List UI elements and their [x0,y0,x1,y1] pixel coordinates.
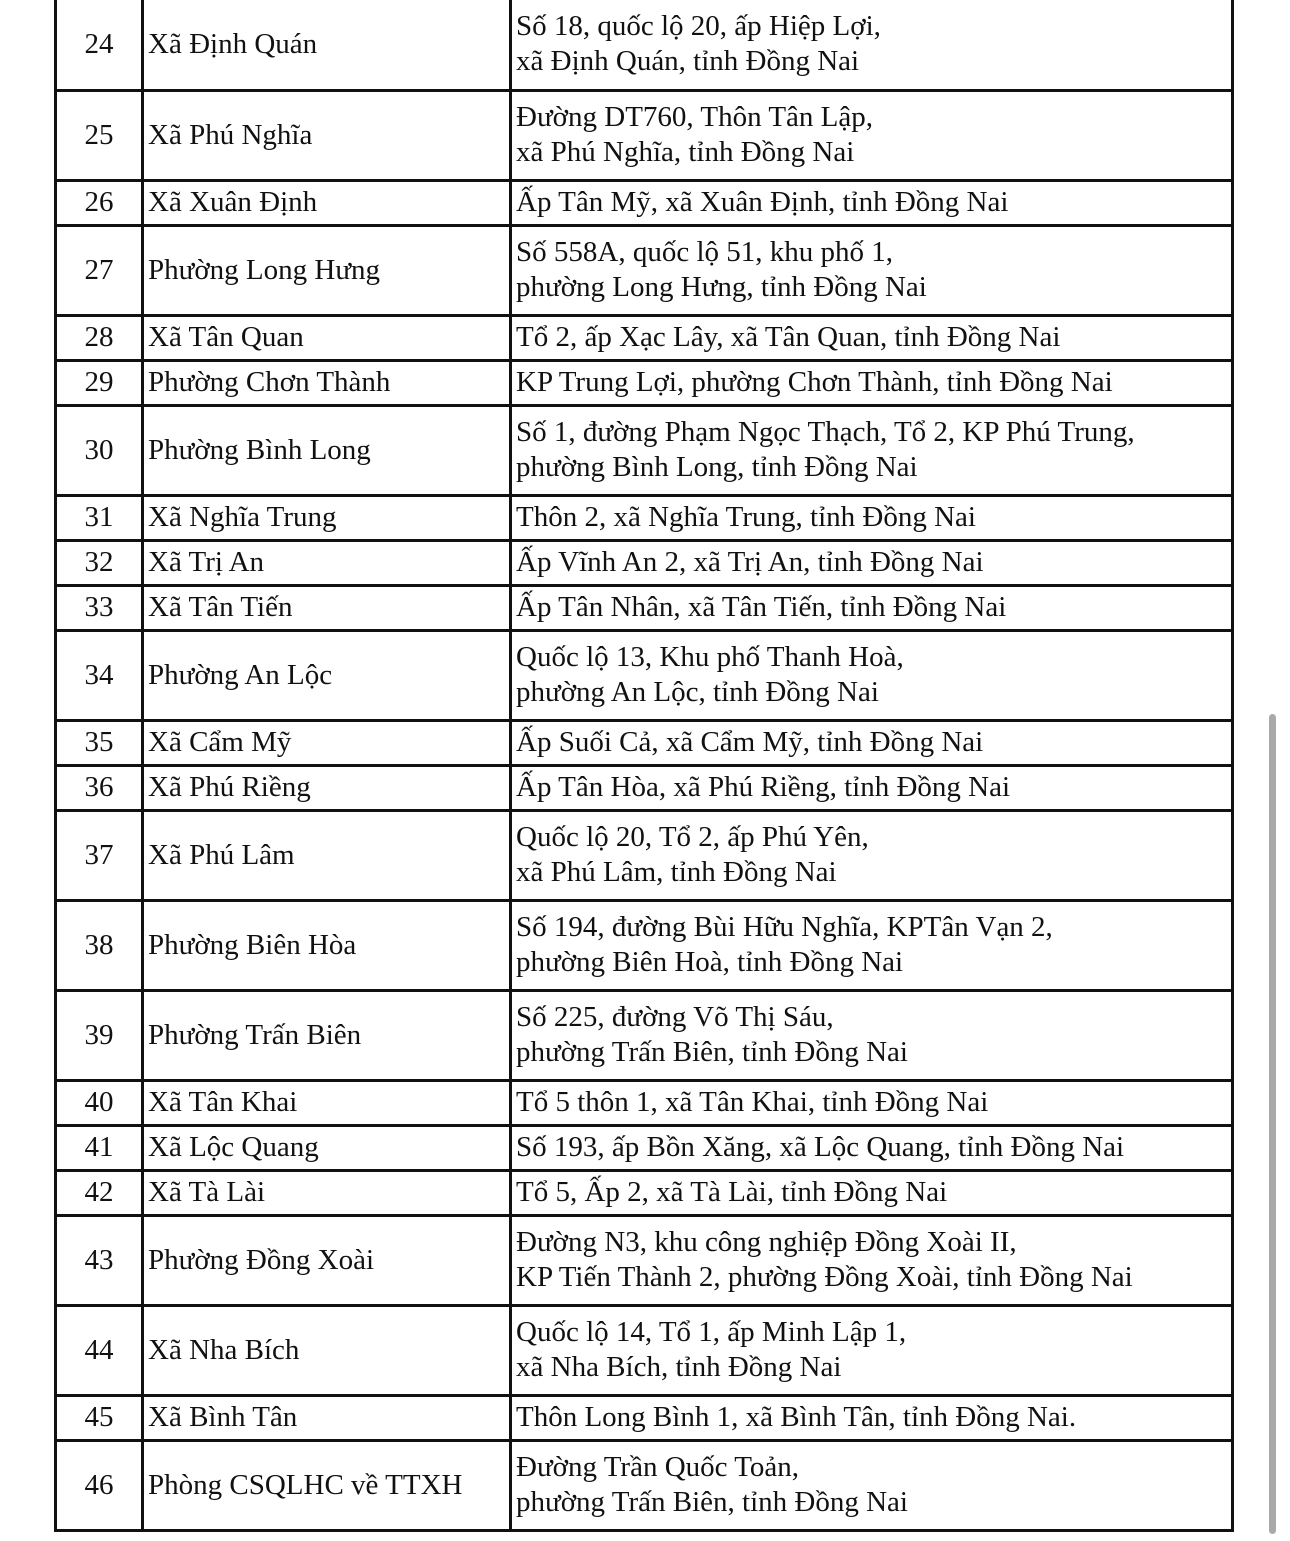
row-number: 33 [56,585,143,630]
unit-name: Phường Bình Long [143,405,511,495]
table-row [56,180,1233,225]
unit-address [511,315,1233,360]
table-row [56,1395,1233,1440]
unit-address [511,360,1233,405]
row-number: 25 [56,90,143,180]
address-line: phường Long Hưng, tỉnh Đồng Nai [516,271,927,303]
unit-name: Phường Long Hưng [143,225,511,315]
address-line: Quốc lộ 13, Khu phố Thanh Hoà, [516,641,904,673]
address-table [54,0,1234,1532]
address-line: Số 194, đường Bùi Hữu Nghĩa, KPTân Vạn 2, [516,911,1053,943]
unit-name: Xã Tân Tiến [143,585,511,630]
unit-address [511,1170,1233,1215]
row-number: 28 [56,315,143,360]
table-row [56,990,1233,1080]
unit-address [511,720,1233,765]
row-number: 41 [56,1125,143,1170]
unit-address [511,495,1233,540]
table-row [56,540,1233,585]
address-line: xã Phú Lâm, tỉnh Đồng Nai [516,856,837,888]
unit-address [511,180,1233,225]
unit-name: Xã Phú Riềng [143,765,511,810]
unit-name: Xã Nha Bích [143,1305,511,1395]
row-number: 26 [56,180,143,225]
address-line: Ấp Tân Hòa, xã Phú Riềng, tỉnh Đồng Nai [516,771,1011,803]
address-line: Số 558A, quốc lộ 51, khu phố 1, [516,236,893,268]
row-number: 36 [56,765,143,810]
table-row [56,225,1233,315]
vertical-scrollbar[interactable] [1269,714,1276,1534]
unit-address [511,225,1233,315]
unit-address [511,1080,1233,1125]
unit-name: Xã Lộc Quang [143,1125,511,1170]
row-number: 31 [56,495,143,540]
unit-name: Xã Phú Lâm [143,810,511,900]
unit-name: Xã Bình Tân [143,1395,511,1440]
unit-name: Phường Biên Hòa [143,900,511,990]
address-line: Tổ 5 thôn 1, xã Tân Khai, tỉnh Đồng Nai [516,1086,989,1118]
table-row [56,900,1233,990]
unit-name: Phường Trấn Biên [143,990,511,1080]
row-number: 24 [56,0,143,90]
unit-name: Phường An Lộc [143,630,511,720]
table-row [56,315,1233,360]
row-number: 45 [56,1395,143,1440]
address-line: xã Phú Nghĩa, tỉnh Đồng Nai [516,136,855,168]
unit-name: Xã Xuân Định [143,180,511,225]
unit-address [511,405,1233,495]
unit-address [511,765,1233,810]
unit-name: Xã Cẩm Mỹ [143,720,511,765]
table-row [56,1170,1233,1215]
row-number: 46 [56,1440,143,1530]
table-row [56,1125,1233,1170]
table-row [56,1215,1233,1305]
unit-address [511,1305,1233,1395]
unit-address [511,1125,1233,1170]
address-line: Tổ 2, ấp Xạc Lây, xã Tân Quan, tỉnh Đồng Nai [516,321,1061,353]
unit-address [511,0,1233,90]
address-line: Số 18, quốc lộ 20, ấp Hiệp Lợi, [516,10,881,43]
address-line: KP Tiến Thành 2, phường Đồng Xoài, tỉnh Đồng Nai [516,1261,1133,1293]
unit-name: Xã Tân Quan [143,315,511,360]
address-line: xã Nha Bích, tỉnh Đồng Nai [516,1351,842,1383]
address-line: Đường Trần Quốc Toản, [516,1451,800,1483]
row-number: 35 [56,720,143,765]
row-number: 29 [56,360,143,405]
table-row [56,495,1233,540]
row-number: 30 [56,405,143,495]
table-row [56,630,1233,720]
address-line: phường Trấn Biên, tỉnh Đồng Nai [516,1036,908,1068]
table-row [56,0,1233,90]
unit-address [511,810,1233,900]
table-row [56,405,1233,495]
address-line: Ấp Tân Mỹ, xã Xuân Định, tỉnh Đồng Nai [516,186,1009,218]
table-row [56,585,1233,630]
address-line: xã Định Quán, tỉnh Đồng Nai [516,45,860,78]
unit-address [511,585,1233,630]
unit-address [511,1440,1233,1530]
unit-name: Xã Định Quán [143,0,511,90]
row-number: 37 [56,810,143,900]
row-number: 27 [56,225,143,315]
row-number: 32 [56,540,143,585]
unit-address [511,90,1233,180]
address-line: Số 1, đường Phạm Ngọc Thạch, Tổ 2, KP Phú Trung, [516,416,1135,448]
row-number: 42 [56,1170,143,1215]
unit-address [511,900,1233,990]
table-row [56,1440,1233,1530]
address-line: Tổ 5, Ấp 2, xã Tà Lài, tỉnh Đồng Nai [516,1176,948,1208]
row-number: 39 [56,990,143,1080]
unit-name: Xã Tà Lài [143,1170,511,1215]
address-line: Quốc lộ 20, Tổ 2, ấp Phú Yên, [516,821,869,853]
unit-name: Xã Nghĩa Trung [143,495,511,540]
address-line: Thôn Long Bình 1, xã Bình Tân, tỉnh Đồng Nai. [516,1401,1077,1433]
unit-name: Phường Chơn Thành [143,360,511,405]
unit-name: Phường Đồng Xoài [143,1215,511,1305]
table-row [56,765,1233,810]
address-line: Ấp Vĩnh An 2, xã Trị An, tỉnh Đồng Nai [516,546,984,578]
address-line: Đường DT760, Thôn Tân Lập, [516,101,873,133]
unit-name: Xã Trị An [143,540,511,585]
address-table-body [56,0,1233,1530]
table-row [56,90,1233,180]
row-number: 44 [56,1305,143,1395]
unit-address [511,1395,1233,1440]
unit-name: Phòng CSQLHC về TTXH [143,1440,511,1530]
address-line: Số 225, đường Võ Thị Sáu, [516,1001,834,1033]
address-line: phường An Lộc, tỉnh Đồng Nai [516,676,879,708]
table-row [56,810,1233,900]
unit-address [511,1215,1233,1305]
unit-address [511,630,1233,720]
unit-address [511,990,1233,1080]
row-number: 34 [56,630,143,720]
address-line: Đường N3, khu công nghiệp Đồng Xoài II, [516,1226,1017,1258]
address-line: phường Bình Long, tỉnh Đồng Nai [516,451,918,483]
address-line: phường Biên Hoà, tỉnh Đồng Nai [516,946,904,978]
address-line: KP Trung Lợi, phường Chơn Thành, tỉnh Đồng Nai [516,366,1113,398]
row-number: 38 [56,900,143,990]
address-line: Ấp Tân Nhân, xã Tân Tiến, tỉnh Đồng Nai [516,591,1007,623]
address-line: Ấp Suối Cả, xã Cẩm Mỹ, tỉnh Đồng Nai [516,726,984,758]
unit-name: Xã Phú Nghĩa [143,90,511,180]
table-row [56,360,1233,405]
row-number: 43 [56,1215,143,1305]
address-line: Quốc lộ 14, Tổ 1, ấp Minh Lập 1, [516,1316,907,1348]
address-line: phường Trấn Biên, tỉnh Đồng Nai [516,1486,908,1518]
table-row [56,1080,1233,1125]
row-number: 40 [56,1080,143,1125]
unit-address [511,540,1233,585]
table-row [56,720,1233,765]
address-line: Thôn 2, xã Nghĩa Trung, tỉnh Đồng Nai [516,501,976,533]
table-row [56,1305,1233,1395]
address-line: Số 193, ấp Bồn Xăng, xã Lộc Quang, tỉnh Đồng Nai [516,1131,1125,1163]
unit-name: Xã Tân Khai [143,1080,511,1125]
